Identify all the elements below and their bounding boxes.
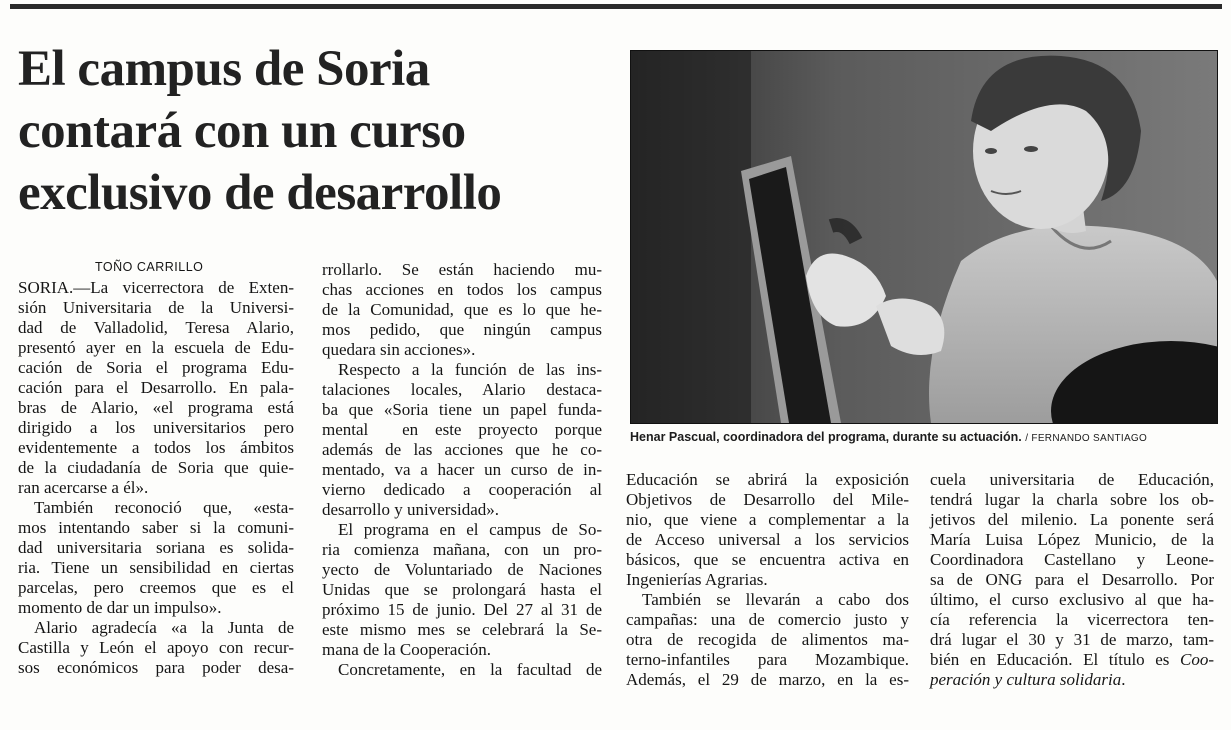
top-rule bbox=[10, 4, 1222, 9]
text-line: ba que «Soria tiene un papel funda- bbox=[322, 400, 602, 419]
paragraph bbox=[322, 260, 602, 360]
text-line: vierno dedicado a cooperación al bbox=[322, 480, 602, 499]
text-line: mentado, va a hacer un curso de in- bbox=[322, 460, 602, 479]
headline-line-2: contará con un curso bbox=[18, 103, 466, 159]
text-line bbox=[930, 670, 1214, 690]
paragraph bbox=[18, 618, 294, 678]
course-title-italic: Coo- bbox=[1180, 650, 1215, 669]
text-line: ria. Tiene un sensibilidad en ciertas bbox=[18, 558, 294, 577]
paragraph bbox=[322, 660, 602, 680]
text-line: próximo 15 de junio. Del 27 al 31 de bbox=[322, 600, 602, 619]
text-line: sión Universitaria de la Universi- bbox=[18, 298, 294, 317]
text-line: Además, el 29 de marzo, en la es- bbox=[626, 670, 909, 689]
text-line: El programa en el campus de So- bbox=[338, 520, 602, 539]
news-photo bbox=[630, 50, 1218, 424]
article-column-1 bbox=[18, 278, 294, 678]
article-column-4 bbox=[930, 470, 1214, 690]
text-line: dad de Valladolid, Teresa Alario, bbox=[18, 318, 294, 337]
headline bbox=[18, 38, 618, 224]
text-line: cación para el Desarrollo. En pala- bbox=[18, 378, 294, 397]
text-line: cación de Soria el programa Edu- bbox=[18, 358, 294, 377]
text-line: Respecto a la función de las ins- bbox=[338, 360, 602, 379]
text-line: yecto de Voluntariado de Naciones bbox=[322, 560, 602, 579]
text-line: de Acceso universal a los servicios bbox=[626, 530, 909, 549]
text-line: desarrollo y universidad». bbox=[322, 500, 500, 519]
text-line: tendrá lugar la charla sobre los ob- bbox=[930, 490, 1214, 509]
text-line: de la ciudadanía de Soria que quie- bbox=[18, 458, 294, 477]
text-line: parcelas, pero creemos que es el bbox=[18, 578, 294, 597]
photo-credit: / FERNANDO SANTIAGO bbox=[1025, 433, 1148, 444]
course-title-italic: peración y cultura solidaria bbox=[930, 670, 1122, 689]
text-line: mana de la Cooperación. bbox=[322, 640, 491, 659]
text-line: dirigido a los universitarios pero bbox=[18, 418, 294, 437]
text-fragment: bién en Educación. El título es bbox=[930, 650, 1170, 669]
text-line: mos intentando saber si la comuni- bbox=[18, 518, 294, 537]
text-line: presentó ayer en la escuela de Edu- bbox=[18, 338, 294, 357]
text-line: momento de dar un impulso». bbox=[18, 598, 222, 617]
text-line: cuela universitaria de Educación, bbox=[930, 470, 1214, 489]
text-line: Ingenierías Agrarias. bbox=[626, 570, 768, 589]
headline-line-3: exclusivo de desarrollo bbox=[18, 165, 502, 221]
text-line: drá lugar el 30 y 31 de marzo, tam- bbox=[930, 630, 1214, 649]
text-line: Castilla y León el apoyo con recur- bbox=[18, 638, 294, 657]
text-line: quedara sin acciones». bbox=[322, 340, 476, 359]
text-line: mos pedido, que ningún campus bbox=[322, 320, 602, 339]
text-line: sos económicos para poder desa- bbox=[18, 658, 294, 677]
text-line: dad universitaria soriana es solida- bbox=[18, 538, 294, 557]
text-line: ria comienza mañana, con un pro- bbox=[322, 540, 602, 559]
paragraph bbox=[18, 498, 294, 618]
text-line: Alario agradecía «a la Junta de bbox=[34, 618, 294, 637]
photo-caption bbox=[630, 430, 1230, 444]
photo-image bbox=[631, 51, 1217, 423]
paragraph bbox=[18, 278, 294, 498]
paragraph bbox=[322, 520, 602, 660]
text-line: cía referencia la vicerrectora ten- bbox=[930, 610, 1214, 629]
text-line: María Luisa López Municio, de la bbox=[930, 530, 1214, 549]
paragraph bbox=[626, 590, 909, 690]
text-line: evidentemente a todos los ámbitos bbox=[18, 438, 294, 457]
text-line: mental en este proyecto porque bbox=[322, 420, 602, 439]
text-line: SORIA.—La vicerrectora de Exten- bbox=[18, 278, 294, 297]
text-line: Educación se abrirá la exposición bbox=[626, 470, 909, 489]
text-line: además de las acciones que he co- bbox=[322, 440, 602, 459]
text-line: Unidas que se prolongará hasta el bbox=[322, 580, 602, 599]
text-line: terno-infantiles para Mozambique. bbox=[626, 650, 909, 669]
text-line: este mismo mes se celebrará la Se- bbox=[322, 620, 602, 639]
article-column-3 bbox=[626, 470, 909, 690]
text-line: chas acciones en todos los campus bbox=[322, 280, 602, 299]
text-line: bras de Alario, «el programa está bbox=[18, 398, 294, 417]
article-column-2 bbox=[322, 260, 602, 680]
text-line: campañas: una de comercio justo y bbox=[626, 610, 909, 629]
text-line: También reconoció que, «esta- bbox=[34, 498, 294, 517]
text-line: rrollarlo. Se están haciendo mu- bbox=[322, 260, 602, 279]
text-line: sa de ONG para el Desarrollo. Por bbox=[930, 570, 1214, 589]
paragraph bbox=[930, 470, 1214, 690]
text-line: talaciones locales, Alario destaca- bbox=[322, 380, 602, 399]
text-line: También se llevarán a cabo dos bbox=[642, 590, 909, 609]
text-line: básicos, que se encuentra activa en bbox=[626, 550, 909, 569]
text-fragment: . bbox=[1121, 670, 1126, 689]
byline: TOÑO CARRILLO bbox=[95, 260, 204, 274]
paragraph bbox=[626, 470, 909, 590]
text-line: último, el curso exclusivo al que ha- bbox=[930, 590, 1214, 609]
text-line: jetivos del milenio. La ponente será bbox=[930, 510, 1214, 529]
text-line: Concretamente, en la facultad de bbox=[338, 660, 602, 679]
caption-text: Henar Pascual, coordinadora del programa, durante su actuación. bbox=[630, 430, 1022, 444]
text-line: otra de recogida de alimentos ma- bbox=[626, 630, 909, 649]
text-line: de la Comunidad, que es lo que he- bbox=[322, 300, 602, 319]
text-line bbox=[930, 650, 1214, 670]
headline-line-1: El campus de Soria bbox=[18, 41, 430, 97]
text-line: ran acercarse a él». bbox=[18, 478, 149, 497]
text-line: Coordinadora Castellano y Leone- bbox=[930, 550, 1214, 569]
text-line: Objetivos de Desarrollo del Mile- bbox=[626, 490, 909, 509]
text-line: nio, que viene a complementar a la bbox=[626, 510, 909, 529]
paragraph bbox=[322, 360, 602, 520]
